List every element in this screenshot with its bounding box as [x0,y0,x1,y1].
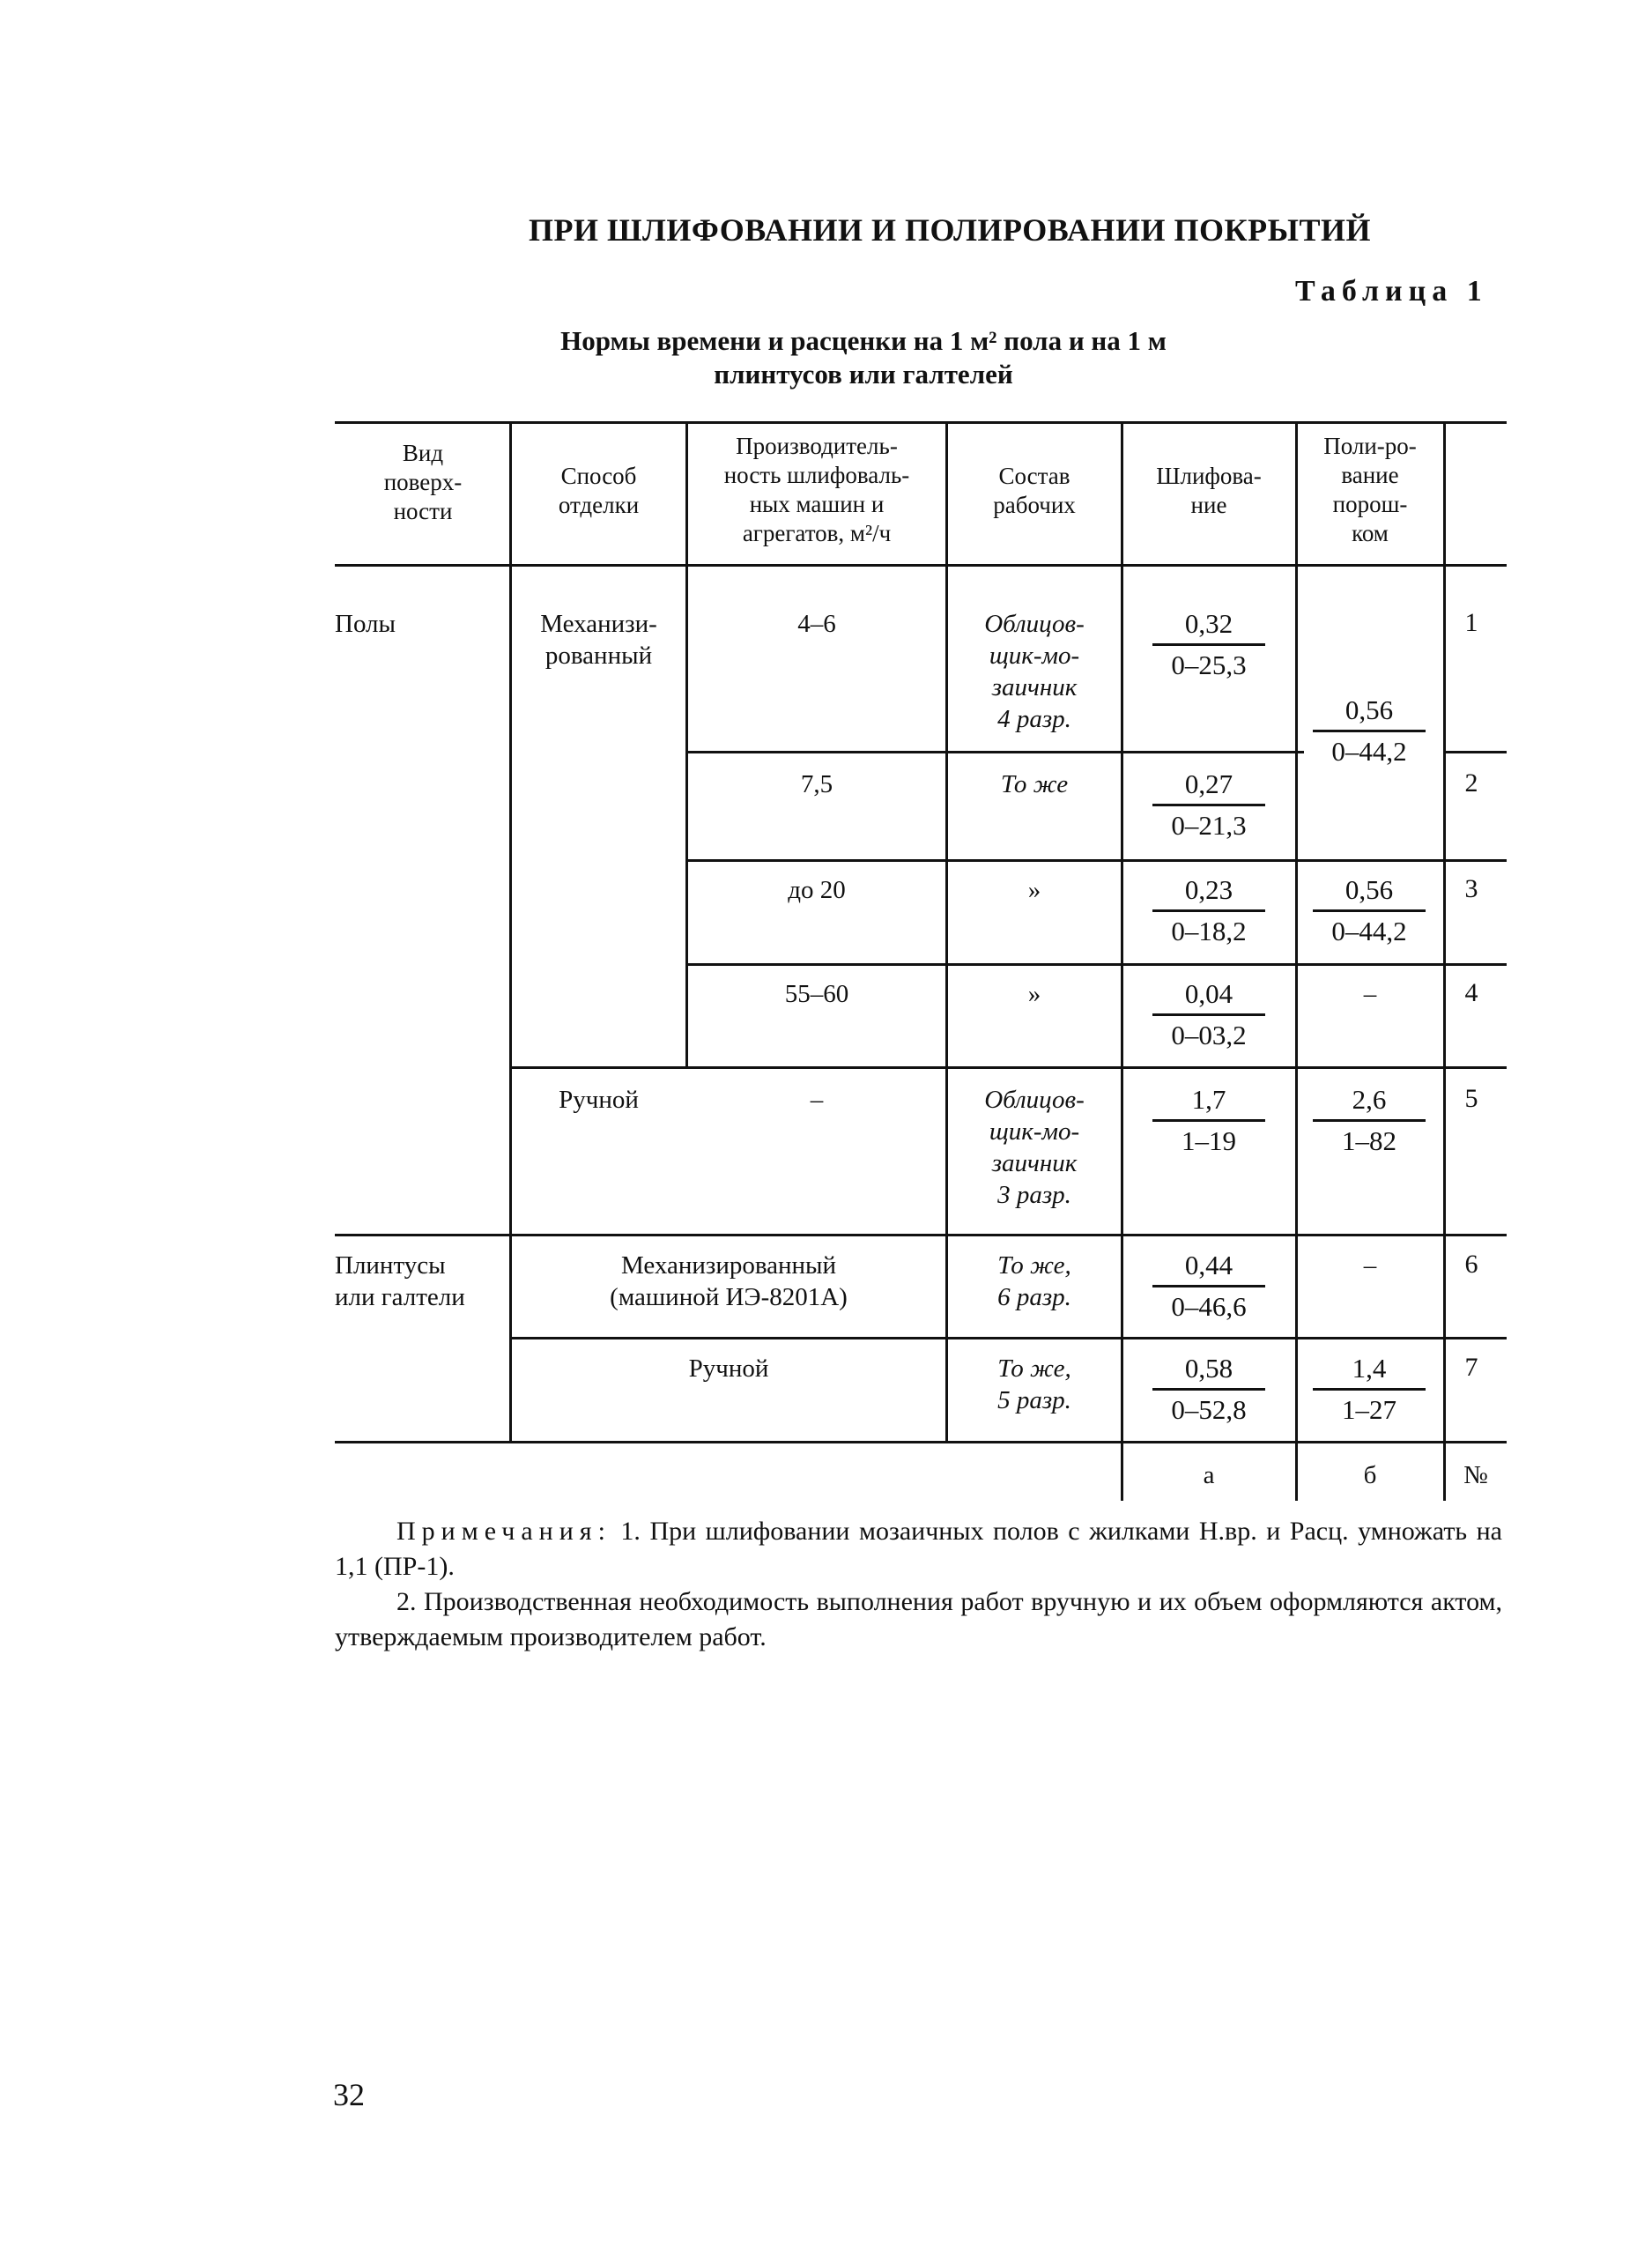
polishing-value: 0,56 [1313,871,1426,912]
productivity-row3: до 20 [788,876,846,904]
rule-table-bottom [335,1441,1507,1443]
crew-line: 6 разр. [997,1283,1071,1311]
crew-row3: » [1027,876,1041,904]
surface-plinths [335,1250,507,1313]
polishing-rate: 0–44,2 [1331,736,1407,767]
crew-line: 3 разр. [997,1181,1071,1209]
header-polishing [1299,432,1441,548]
grinding-rate: 0–25,3 [1171,649,1247,680]
col-sep-4 [1121,421,1123,1501]
header-method-line: Способ [560,463,637,489]
grinding-value: 0,44 [1152,1246,1265,1287]
crew-row2: То же [1000,770,1069,798]
method-mechanized-line: рованный [544,642,653,670]
header-productivity-line: агрегатов, м²/ч [742,520,892,546]
grinding-rate: 0–21,3 [1171,810,1247,841]
row-number: 1 [1464,608,1478,637]
grinding-row7 [1147,1349,1270,1429]
polishing-value: 1,4 [1313,1349,1426,1391]
page-number: 32 [333,2077,365,2112]
crew-row7 [950,1353,1119,1416]
note-2: 2. Производственная необходимость выполнения работ вручную и их объем оформляются актом, утверждаемым производителем работ. [335,1587,1502,1651]
crew-line: заичник [991,1149,1078,1177]
productivity-row4: 55–60 [784,980,849,1008]
grinding-row5 [1147,1080,1270,1161]
header-grinding [1124,462,1293,520]
rule-row4 [511,1066,1507,1069]
surface-floors: Полы [335,610,396,638]
col-sep-3 [945,421,948,1441]
header-crew-line: рабочих [993,492,1076,518]
method-manual: Ручной [559,1086,639,1114]
caption-line-2: плинтусов или галтелей [714,359,1013,390]
grinding-value: 0,58 [1152,1349,1265,1391]
row-number: 4 [1464,978,1478,1007]
footer-col-b: б [1363,1461,1377,1489]
rule-row1-no [1445,751,1507,753]
row-number: 5 [1464,1084,1478,1113]
header-surface-line: ности [393,498,453,524]
header-surface-line: Вид [402,440,444,466]
grinding-value: 0,04 [1152,975,1265,1016]
row-number: 3 [1464,874,1478,903]
grinding-value: 0,23 [1152,871,1265,912]
rule-row6 [511,1337,1507,1339]
footer-col-no: № [1463,1461,1488,1489]
rule-row1 [687,751,1304,753]
header-productivity [689,432,945,548]
crew-row1 [950,608,1119,735]
grinding-row3 [1147,871,1270,951]
rule-row2 [687,859,1507,862]
header-productivity-line: ность шлифоваль- [723,462,910,488]
crew-line: заичник [991,673,1078,701]
method-mech-plinth-line: (машиной ИЭ-8201А) [610,1283,848,1311]
note-1 [335,1514,1502,1584]
polishing-row7 [1308,1349,1431,1429]
header-surface-line: поверх- [383,469,463,495]
header-polishing-line: Поли-ро- [1323,433,1417,459]
header-method [514,462,684,520]
notes-label: Примечания: [396,1517,611,1546]
header-grinding-line: ние [1190,492,1227,518]
polishing-rate: 0–44,2 [1331,916,1407,946]
method-mech-plinth-line: Механизированный [620,1251,837,1280]
polishing-value: 0,56 [1313,691,1426,732]
productivity-row2: 7,5 [800,770,833,798]
grinding-rate: 0–03,2 [1171,1020,1247,1050]
header-grinding-line: Шлифова- [1156,463,1262,489]
crew-line: То же, [997,1354,1071,1383]
polishing-row6: – [1363,1251,1377,1280]
caption-line-1: Нормы времени и расценки на 1 м² пола и на 1 м [560,325,1167,356]
row-number: 2 [1464,768,1478,798]
method-mechanized-line: Механизи- [540,610,657,638]
page-title: ПРИ ШЛИФОВАНИИ И ПОЛИРОВАНИИ ПОКРЫТИЙ [529,212,1371,248]
row-number: 6 [1464,1250,1478,1279]
row-number: 7 [1464,1353,1478,1382]
crew-line: щик-мо- [989,642,1080,670]
note-1-text: 1. При шлифовании мозаичных полов с жилками Н.вр. и Расц. умножать на 1,1 (ПР-1). [335,1517,1502,1581]
crew-line: Облицов- [984,610,1085,638]
surface-plinths-line: Плинтусы [335,1251,446,1280]
grinding-row4 [1147,975,1270,1055]
col-sep-1 [509,421,512,1441]
header-polishing-line: ком [1352,520,1389,546]
crew-line: Облицов- [984,1086,1085,1114]
method-manual-plinth: Ручной [688,1354,769,1383]
polishing-row5 [1308,1080,1431,1161]
crew-row4: » [1027,980,1041,1008]
productivity-row5: – [810,1086,824,1114]
polishing-row3 [1308,871,1431,951]
grinding-rate: 0–18,2 [1171,916,1247,946]
crew-row6 [950,1250,1119,1313]
polishing-row4: – [1363,980,1377,1008]
method-mechanized [514,608,684,672]
grinding-value: 0,27 [1152,765,1265,806]
crew-line: щик-мо- [989,1117,1080,1146]
polishing-rate: 1–82 [1342,1125,1396,1156]
notes [335,1514,1502,1655]
polishing-rows-1-2 [1308,691,1431,771]
header-polishing-line: порош- [1332,491,1408,517]
crew-row5 [950,1084,1119,1211]
rule-row3 [687,963,1507,966]
footer-col-a: а [1203,1461,1215,1489]
grinding-row1 [1147,605,1270,685]
surface-plinths-line: или галтели [335,1283,465,1311]
col-sep-2 [685,421,688,1066]
header-crew-line: Состав [998,463,1070,489]
header-method-line: отделки [558,492,640,518]
table-caption [441,324,1286,391]
grinding-value: 0,32 [1152,605,1265,646]
header-productivity-line: Производитель- [736,433,898,459]
header-surface [339,439,507,526]
polishing-value: 2,6 [1313,1080,1426,1122]
grinding-row6 [1147,1246,1270,1326]
header-productivity-line: ных машин и [749,491,885,517]
col-sep-6 [1443,421,1446,1501]
col-sep-5 [1295,421,1298,1501]
grinding-rate: 1–19 [1182,1125,1236,1156]
method-mech-plinth [514,1250,944,1313]
header-polishing-line: вание [1341,462,1399,488]
grinding-value: 1,7 [1152,1080,1265,1122]
grinding-rate: 0–52,8 [1171,1394,1247,1425]
grinding-rate: 0–46,6 [1171,1291,1247,1322]
crew-line: То же, [997,1251,1071,1280]
grinding-row2 [1147,765,1270,845]
polishing-rate: 1–27 [1342,1394,1396,1425]
crew-line: 5 разр. [997,1386,1071,1414]
table-number: Таблица 1 [1295,275,1488,308]
header-crew [950,462,1119,520]
productivity-row1: 4–6 [797,610,836,638]
crew-line: 4 разр. [997,705,1071,733]
